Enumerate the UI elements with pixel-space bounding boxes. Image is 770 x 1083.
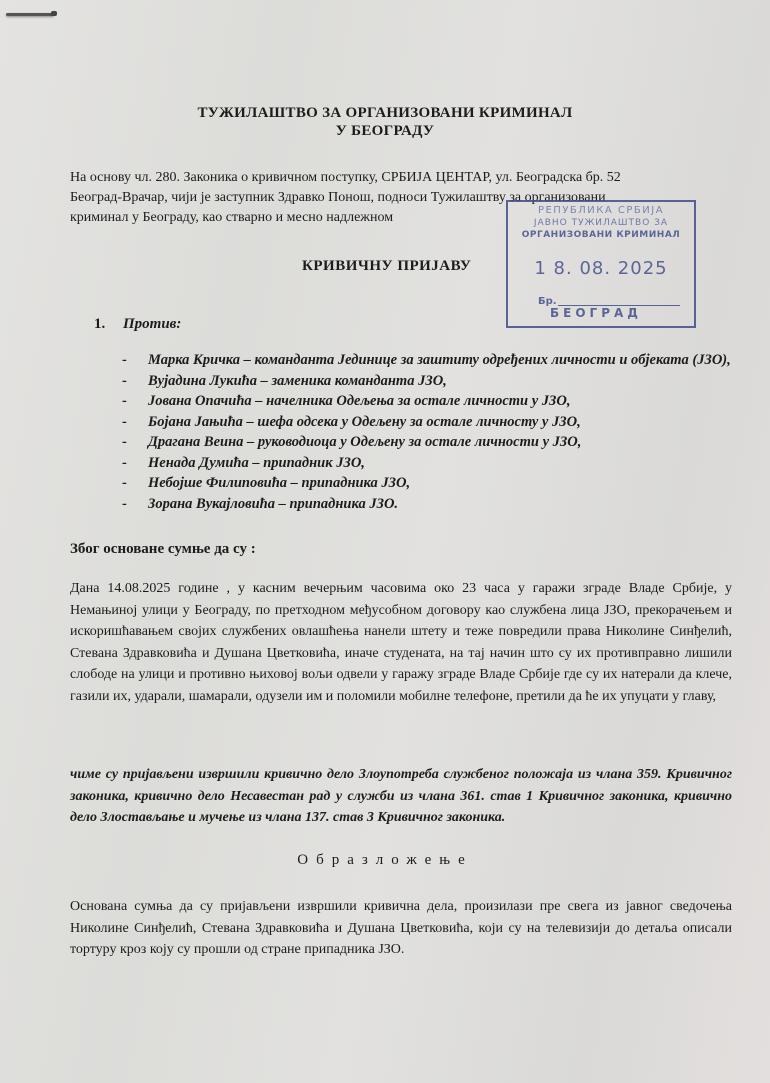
intro-line: Београд-Врачар, чији је заступник Здравко Понош, подноси Тужилаштву за организовани xyxy=(70,190,606,205)
stamp-date: 1 8. 08. 2025 xyxy=(534,258,668,279)
bullet: - xyxy=(122,393,127,409)
list-item xyxy=(118,473,738,494)
section-number: 1. xyxy=(94,316,106,332)
stamp-line-3: ОРГАНИЗОВАНИ КРИМИНАЛ xyxy=(521,230,681,240)
accused-entry: Зорана Вукајловића – припадника ЈЗО. xyxy=(148,495,399,512)
intro-line: На основу чл. 280. Законика о кривичном поступку, СРБИЈА ЦЕНТАР, ул. Београдска бр. 52 xyxy=(70,170,621,185)
bullet: - xyxy=(122,434,127,450)
bullet: - xyxy=(122,475,127,491)
stamp-number-label: Бр. xyxy=(538,296,557,307)
accused-entry: Јована Опачића – начелника Одељења за остале личности у ЈЗО, xyxy=(148,393,571,409)
header-line-1: ТУЖИЛАШТВО ЗА ОРГАНИЗОВАНИ КРИМИНАЛ xyxy=(197,105,573,121)
accused-entry: Вујадина Лукића – заменика команданта ЈЗО, xyxy=(148,372,447,389)
bullet: - xyxy=(122,413,127,430)
bullet: - xyxy=(122,454,127,471)
charges-paragraph: чиме су пријављени извршили кривично дело Злоупотреба службеног положаја из члана 359. Кривичног законика, кривично дело Несавестан рад у служби из члана 361. став 1 Кривичног законика, кривично дело Злостављање и мучење из члана 137. став 3 Кривичног законика. xyxy=(70,767,732,825)
list-item xyxy=(118,371,738,392)
list-item xyxy=(118,412,738,433)
list-item xyxy=(118,432,738,453)
bullet: - xyxy=(122,372,127,389)
accused-entry: Ненада Думића – припадник ЈЗО, xyxy=(148,454,365,471)
accused-entry: Бојана Јањића – шефа одсека у Одељену за остале личносту у ЈЗО, xyxy=(148,413,581,430)
list-item xyxy=(118,494,738,515)
accused-list xyxy=(118,350,738,514)
bullet: - xyxy=(122,352,127,368)
list-item xyxy=(118,453,738,474)
bullet: - xyxy=(122,495,127,512)
staple-icon xyxy=(6,13,54,16)
stamp-city: БЕОГРАД xyxy=(550,306,642,320)
document-title: КРИВИЧНУ ПРИЈАВУ xyxy=(302,258,472,274)
reasoning-paragraph: Основана сумња да су пријављени извршили кривична дела, произилази пре свега из јавног сведочења Николине Синђелић, Стевана Здравковића и Душана Цветковића, који су на телевизији до детаља описали тортуру кроз коју су прошли од стране припадника ЈЗО. xyxy=(70,899,732,957)
header-line-2: У БЕОГРАДУ xyxy=(335,123,435,139)
section-label: Против: xyxy=(123,316,182,332)
received-stamp xyxy=(506,200,696,328)
accused-entry: Драгана Веина – руководиоца у Одељену за остале личности у ЈЗО, xyxy=(148,434,582,450)
stamp-line-1: РЕПУБЛИКА СРБИЈА xyxy=(537,205,665,216)
accused-entry: Небојше Филиповића – припадника ЈЗО, xyxy=(148,475,411,491)
list-item xyxy=(118,391,738,412)
intro-line: криминал у Београду, као стварно и месно надлежном xyxy=(70,210,394,225)
section-heading xyxy=(94,316,181,333)
suspicion-heading: Због основане сумње да су : xyxy=(70,541,256,557)
accused-entry: Марка Кричка – команданта Јединице за заштиту одређених личности и објеката (ЈЗО), xyxy=(148,352,731,368)
stamp-line-2: ЈАВНО ТУЖИЛАШТВО ЗА xyxy=(533,218,669,228)
list-item xyxy=(118,350,738,371)
reasoning-heading: Образложење xyxy=(297,852,473,868)
facts-paragraph: Дана 14.08.2025 године , у касним вечерњим часовима око 23 часа у гаражи зграде Владе Србије, у Немањиној улици у Београду, по претходном међусобном договору као службена лица ЈЗО, прекорачењем и искоришћавањем својих службених овлашћења нанели штету и теже повредили права Николине Синђелић, Стевана Здравковића и Душана Цветковића, иначе студената, на тај начин што су их противправно лишили слободе на улици и противно њиховој вољи одвели у гаражу зграде Владе Србије где су их натерали да клече, газили их, ударали, шамарали, одузели им и поломили мобилне телефоне, претили да ће их упуцати у главу, xyxy=(70,581,732,704)
